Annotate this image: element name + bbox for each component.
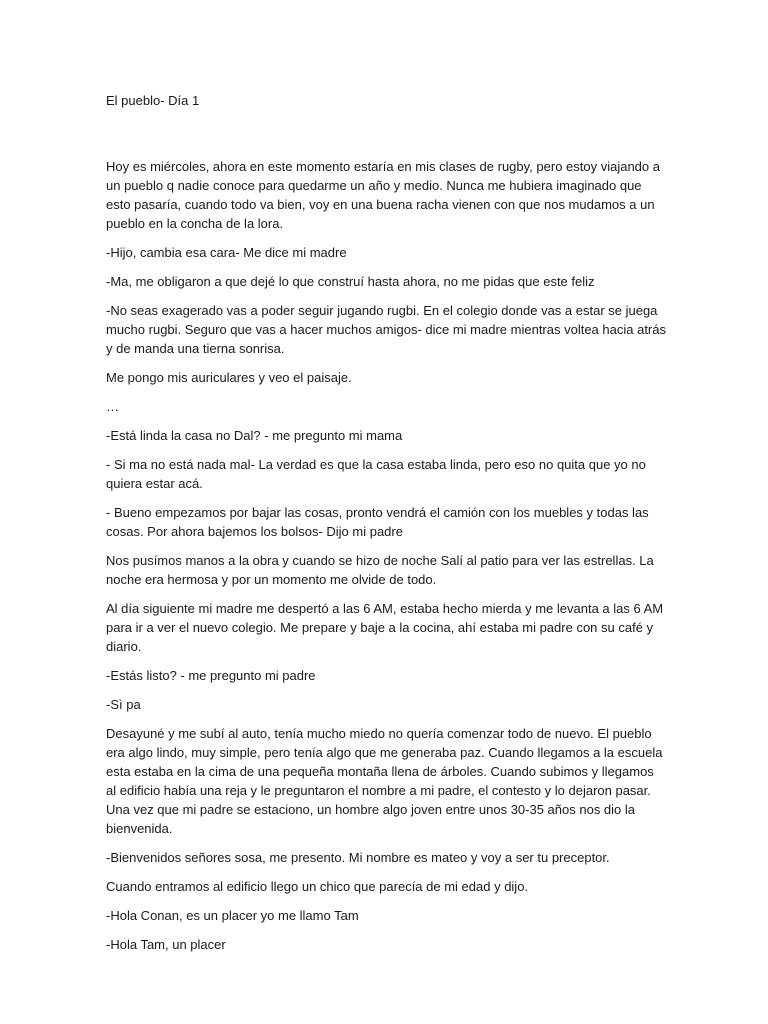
paragraph: -Hijo, cambia esa cara- Me dice mi madre (106, 245, 347, 260)
paragraph: Me pongo mis auriculares y veo el paisaje. (106, 370, 352, 385)
paragraph: -No seas exagerado vas a poder seguir jugando rugbi. En el colegio donde vas a estar se juega mucho rugbi. Seguro que vas a hacer muchos amigos- dice mi madre mientras voltea hacia atrás y de manda una tierna sonrisa. (106, 303, 666, 356)
paragraph: Hoy es miércoles, ahora en este momento estaría en mis clases de rugby, pero estoy viajando a un pueblo q nadie conoce para quedarme un año y medio. Nunca me hubiera imaginado que esto pasaría, cuando todo va bien, voy en una buena racha vienen con que nos mudamos a un pueblo en la concha de la lora. (106, 159, 660, 231)
paragraph: -Sì pa (106, 697, 141, 712)
paragraph: Desayuné y me subí al auto, tenía mucho miedo no quería comenzar todo de nuevo. El pueblo era algo lindo, muy simple, pero tenía algo que me generaba paz. Cuando llegamos a la escuela esta estaba en la cima de una pequeña montaña llena de árboles. Cuando subimos y llegamos al edificio había una reja y le preguntaron el nombre a mi padre, el contesto y lo dejaron pasar. Una vez que mi padre se estaciono, un hombre algo joven entre unos 30-35 años nos dio la bienvenida. (106, 726, 663, 836)
paragraph: -Estás listo? - me pregunto mi padre (106, 668, 316, 683)
paragraph: -Está linda la casa no Dal? - me pregunto mi mama (106, 428, 403, 443)
paragraph: - Si ma no está nada mal- La verdad es que la casa estaba linda, pero eso no quita que yo no quiera estar acá. (106, 457, 646, 491)
paragraph: Nos pusímos manos a la obra y cuando se hizo de noche Salí al patio para ver las estrellas. La noche era hermosa y por un momento me olvide de todo. (106, 553, 654, 587)
paragraph: Al día siguiente mi madre me despertó a las 6 AM, estaba hecho mierda y me levanta a las 6 AM para ir a ver el nuevo colegio. Me prepare y baje a la cocina, ahí estaba mi padre con su café y diario. (106, 601, 664, 654)
document-title: El pueblo- Día 1 (106, 93, 200, 108)
document-body (106, 91, 666, 964)
paragraph: -Bienvenidos señores sosa, me presento. Mi nombre es mateo y voy a ser tu preceptor. (106, 850, 610, 865)
paragraph: Cuando entramos al edificio llego un chico que parecía de mi edad y dijo. (106, 879, 529, 894)
paragraph: … (106, 399, 119, 414)
paragraph: -Ma, me obligaron a que dejé lo que construí hasta ahora, no me pidas que este feliz (106, 274, 595, 289)
paragraph: - Bueno empezamos por bajar las cosas, pronto vendrá el camión con los muebles y todas las cosas. Por ahora bajemos los bolsos- Dijo mi padre (106, 505, 649, 539)
paragraph: -Hola Conan, es un placer yo me llamo Tam (106, 908, 359, 923)
paragraph: -Hola Tam, un placer (106, 937, 226, 952)
